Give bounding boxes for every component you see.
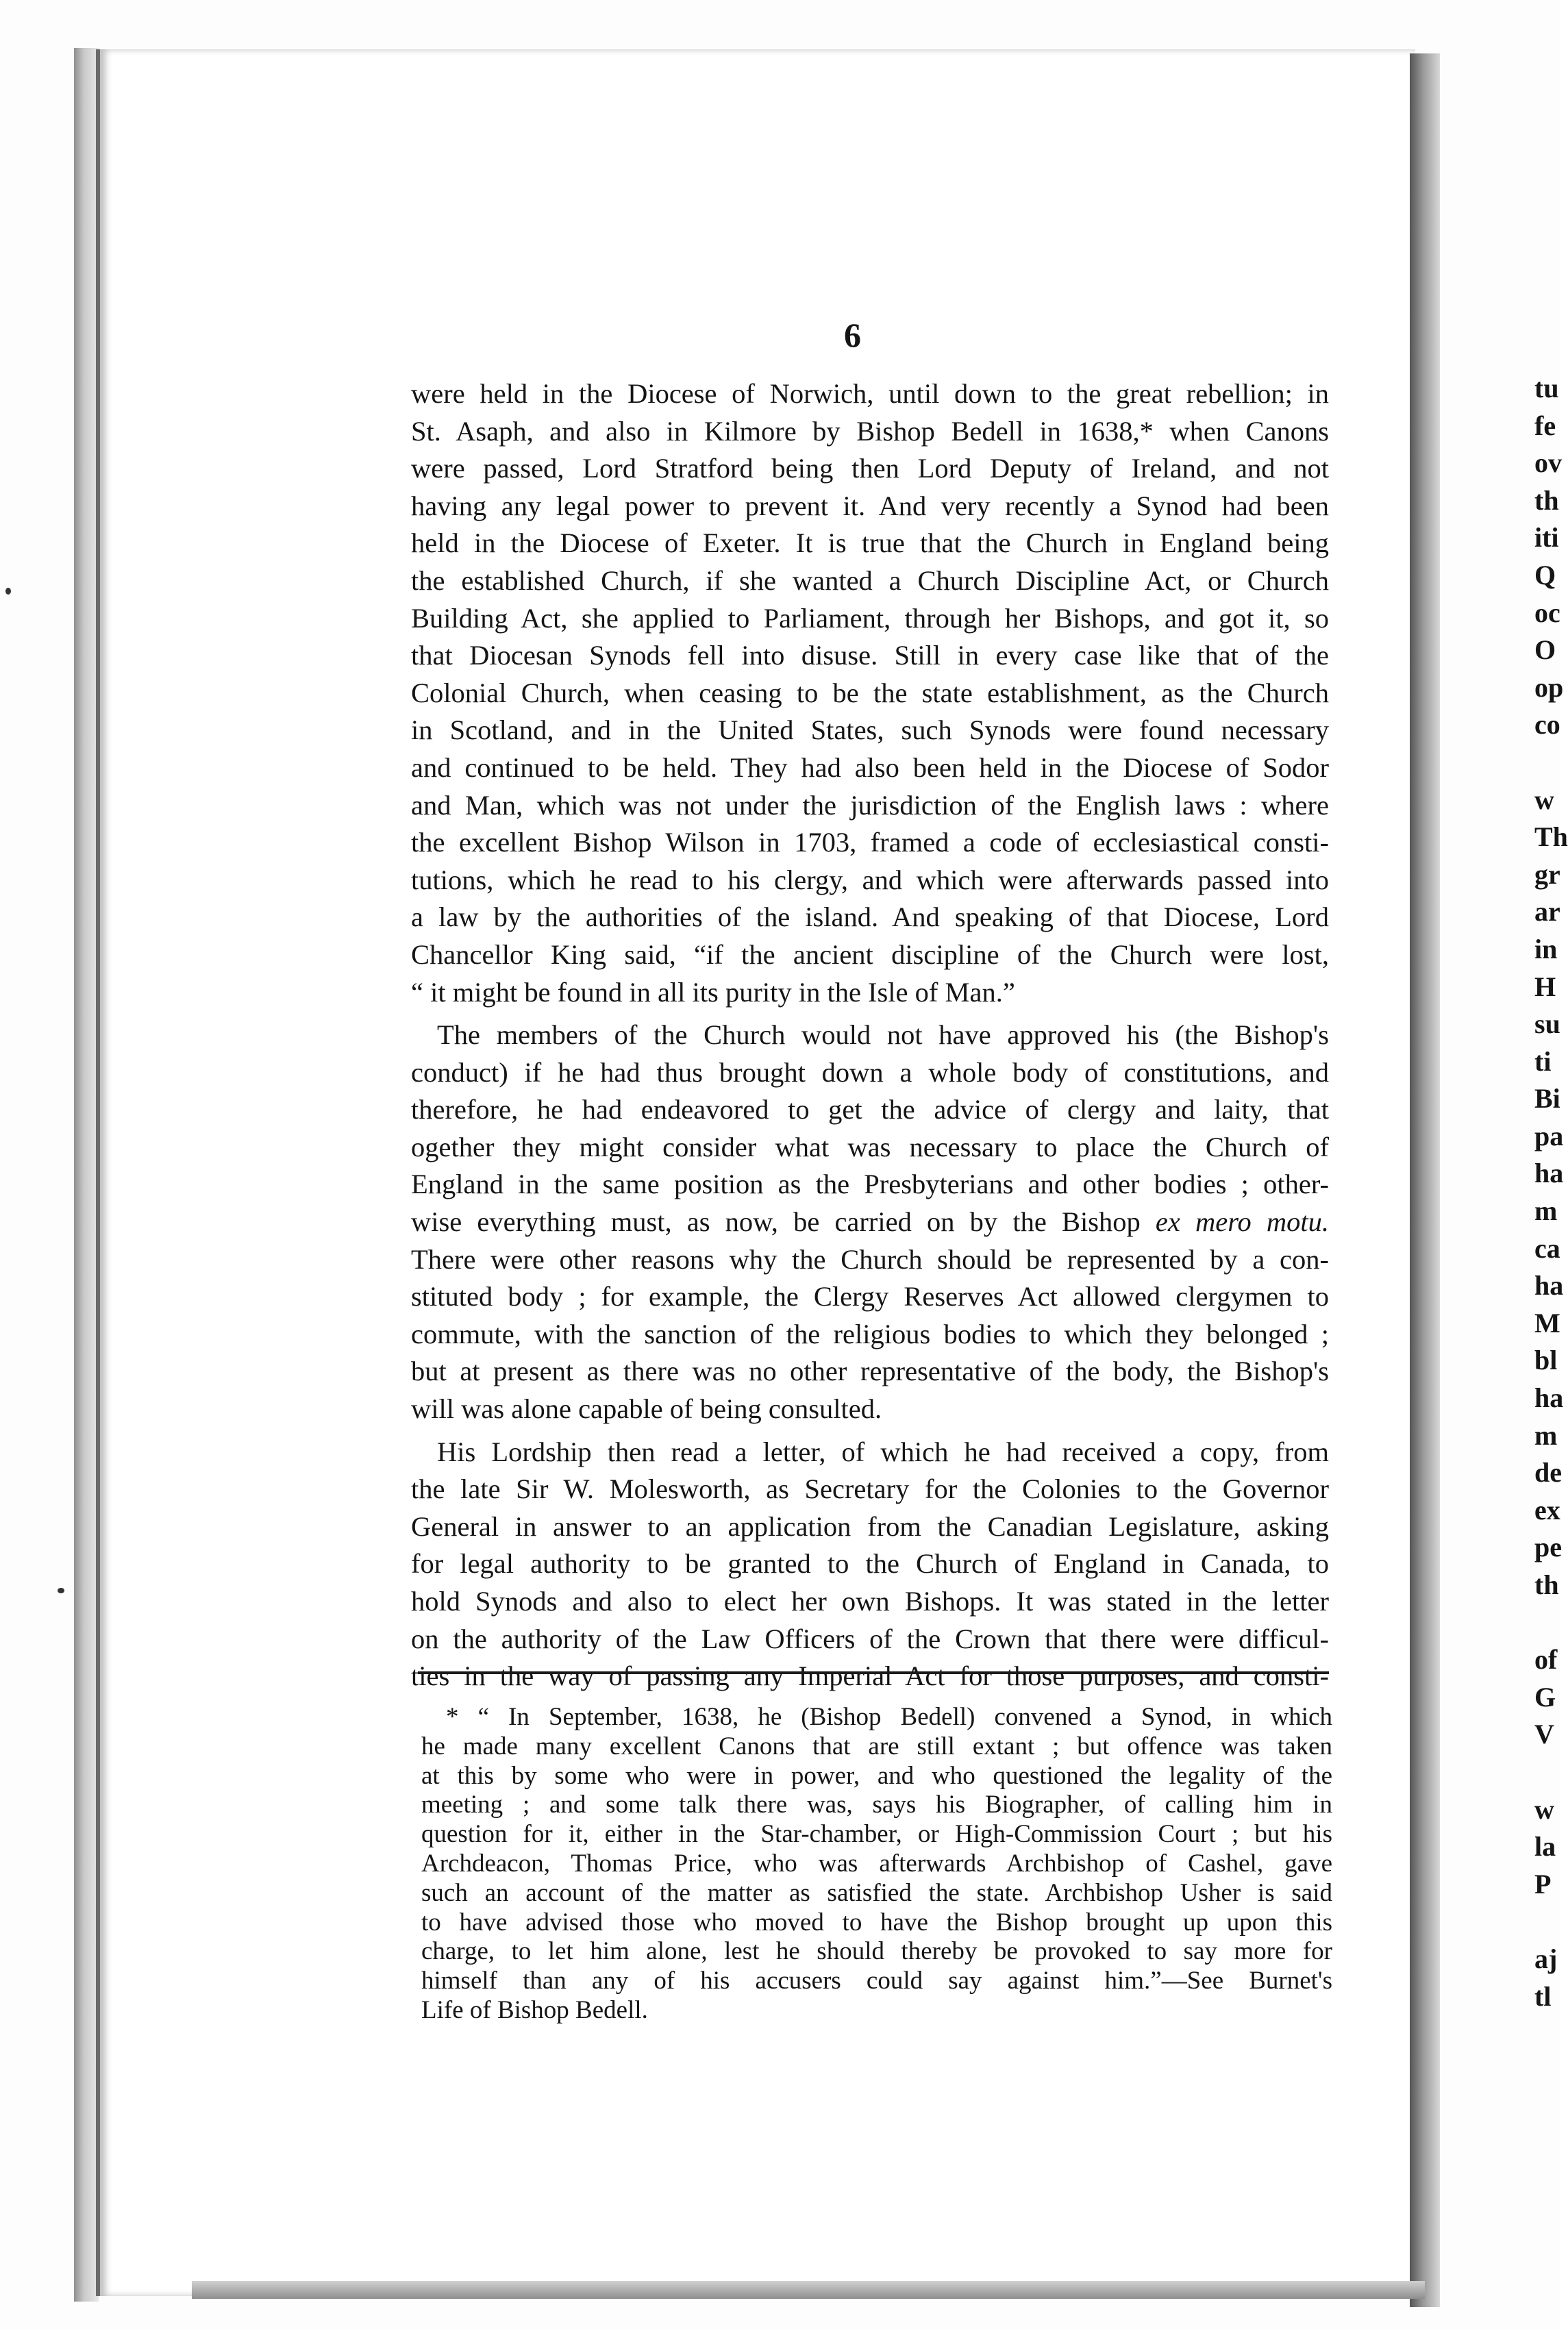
fragment-text: Bi xyxy=(1534,1083,1560,1114)
fragment-text: w xyxy=(1534,784,1554,815)
text-line: “ it might be found in all its purity in the Isle of Man.” xyxy=(411,976,1015,1008)
text-line: commute, with the sanction of the religious bodies to which they belonged ; xyxy=(411,1318,1329,1349)
page-bottom-edge xyxy=(192,2281,1425,2299)
text-line: on the authority of the Law Officers of the Crown that there were difficul- xyxy=(411,1623,1329,1654)
text-line: Building Act, she applied to Parliament, through her Bishops, and got it, so xyxy=(411,602,1329,634)
footnote-rule xyxy=(418,1671,1329,1674)
fragment-text: fe xyxy=(1534,410,1556,441)
fragment-text: M xyxy=(1534,1307,1560,1338)
fragment-text: ar xyxy=(1534,896,1560,927)
fragment-text: gr xyxy=(1534,858,1560,890)
fragment-text: ha xyxy=(1534,1270,1564,1302)
footnote-line: Archdeacon, Thomas Price, who was afterwards Archbishop of Cashel, gave xyxy=(421,1849,1332,1878)
text-line: the late Sir W. Molesworth, as Secretary for the Colonies to the Governor xyxy=(411,1473,1329,1505)
footnote-line: question for it, either in the Star-chamber, or High-Commission Court ; but his xyxy=(421,1820,1332,1849)
text-line: a law by the authorities of the island. And speaking of that Diocese, Lord xyxy=(411,901,1329,933)
fragment-text: of xyxy=(1534,1644,1558,1676)
footnote-line: charge, to let him alone, lest he should thereby be provoked to say more for xyxy=(421,1937,1332,1966)
text-line: having any legal power to prevent it. And very recently a Synod had been xyxy=(411,490,1329,521)
fragment-text: tl xyxy=(1534,1980,1552,2012)
fragment-text: aj xyxy=(1534,1943,1558,1974)
fragment-text xyxy=(1534,744,1560,782)
fragment-text: pa xyxy=(1534,1120,1564,1151)
fragment-text: de xyxy=(1534,1457,1562,1489)
page-number: 6 xyxy=(844,316,861,354)
fragment-text: P xyxy=(1534,1868,1552,1900)
fragment-text: Th xyxy=(1534,821,1568,853)
text-line: the established Church, if she wanted a Church Discipline Act, or Church xyxy=(411,564,1329,596)
fragment-text: oc xyxy=(1534,597,1560,628)
fragment-text: Q xyxy=(1534,559,1556,590)
body-text xyxy=(411,375,1329,1695)
fragment-text: in xyxy=(1534,933,1558,964)
fragment-text: op xyxy=(1534,671,1564,703)
text-line: The members of the Church would not have approved his (the Bishop's xyxy=(437,1019,1329,1051)
text-line: General in answer to an application from the Canadian Legislature, asking xyxy=(411,1510,1329,1542)
text-line: but at present as there was no other representative of the body, the Bishop's xyxy=(411,1356,1329,1387)
text-line: and continued to be held. They had also been held in the Diocese of Sodor xyxy=(411,751,1329,783)
text-line: His Lordship then read a letter, of which he had received a copy, from xyxy=(437,1436,1329,1467)
fragment-text: m xyxy=(1534,1195,1558,1227)
fragment-text: w xyxy=(1534,1793,1554,1825)
text-line: and Man, which was not under the jurisdiction of the English laws : where xyxy=(411,789,1329,821)
text-line: for legal authority to be granted to the Church of England in Canada, to xyxy=(411,1548,1329,1580)
page-edge-shadow xyxy=(1410,53,1440,2307)
text-line: ogether they might consider what was necessary to place the Church of xyxy=(411,1131,1329,1162)
text-line: stituted body ; for example, the Clergy Reserves Act allowed clergymen to xyxy=(411,1281,1329,1312)
fragment-text: th xyxy=(1534,1569,1559,1600)
fragment-text: tu xyxy=(1534,373,1559,403)
text-line: hold Synods and also to elect her own Bishops. It was stated in the letter xyxy=(411,1586,1329,1617)
text-line: therefore, he had endeavored to get the advice of clergy and laity, that xyxy=(411,1094,1329,1125)
text-line: held in the Diocese of Exeter. It is true that the Church in England being xyxy=(411,527,1329,559)
fragment-text: V xyxy=(1534,1719,1554,1750)
text-line: the excellent Bishop Wilson in 1703, framed a code of ecclesiastical consti- xyxy=(411,827,1329,858)
footnote-line: such an account of the matter as satisfied the state. Archbishop Usher is said xyxy=(421,1878,1332,1907)
text-line: England in the same position as the Presbyterians and other bodies ; other- xyxy=(411,1169,1329,1200)
footnote-line: he made many excellent Canons that are still extant ; but offence was taken xyxy=(421,1732,1332,1760)
fragment-text: ex xyxy=(1534,1494,1560,1525)
fragment-text: iti xyxy=(1534,522,1559,553)
text-line: will was alone capable of being consulted. xyxy=(411,1393,882,1425)
fragment-text: ha xyxy=(1534,1158,1564,1189)
fragment-text xyxy=(1534,1754,1560,1791)
text-line: ties in the way of passing any Imperial Act for those purposes, and consti- xyxy=(411,1660,1329,1692)
fragment-text: H xyxy=(1534,971,1556,1002)
text-line: St. Asaph, and also in Kilmore by Bishop Bedell in 1638,* when Canons xyxy=(411,415,1329,447)
fragment-text: ca xyxy=(1534,1232,1560,1264)
fragment-text: ti xyxy=(1534,1045,1552,1077)
fragment-text: su xyxy=(1534,1008,1560,1040)
binding-shadow xyxy=(74,48,99,2302)
text-line: Colonial Church, when ceasing to be the state establishment, as the Church xyxy=(411,677,1329,708)
scan-speck xyxy=(5,588,11,595)
fragment-text xyxy=(1534,1604,1560,1642)
text-line: were passed, Lord Stratford being then Lord Deputy of Ireland, and not xyxy=(411,453,1329,484)
fragment-text: ha xyxy=(1534,1382,1564,1414)
fragment-text xyxy=(1534,1903,1560,1941)
fragment-text: la xyxy=(1534,1831,1556,1863)
scan-speck xyxy=(58,1588,64,1593)
fragment-text: G xyxy=(1534,1681,1556,1713)
fragment-text: co xyxy=(1534,709,1560,740)
text-line: There were other reasons why the Church should be represented by a con- xyxy=(411,1243,1329,1275)
footnote-line: himself than any of his accusers could say against him.”—See Burnet's xyxy=(421,1967,1332,1995)
text-line: tutions, which he read to his clergy, and which were afterwards passed into xyxy=(411,864,1329,895)
fragment-text: m xyxy=(1534,1419,1558,1451)
fragment-text: pe xyxy=(1534,1532,1562,1563)
fragment-text: bl xyxy=(1534,1345,1558,1376)
text-line: wise everything must, as now, be carried on by the Bishop ex mero motu. xyxy=(411,1206,1330,1238)
fragment-text: ov xyxy=(1534,447,1562,479)
footnote-line: to have advised those who moved to have the Bishop brought up upon this xyxy=(421,1908,1332,1936)
fragment-text: O xyxy=(1534,634,1556,666)
text-line: conduct) if he had thus brought down a whole body of constitutions, and xyxy=(411,1056,1329,1088)
footnote-line: * “ In September, 1638, he (Bishop Bedell) convened a Synod, in which xyxy=(446,1703,1332,1731)
adjacent-page-fragments xyxy=(1534,370,1568,2015)
text-line: in Scotland, and in the United States, such Synods were found necessary xyxy=(411,714,1329,746)
footnote-line: meeting ; and some talk there was, says his Biographer, of calling him in xyxy=(421,1791,1332,1819)
text-line: that Diocesan Synods fell into disuse. Still in every case like that of the xyxy=(411,640,1329,671)
latin-phrase: ex mero motu. xyxy=(1155,1206,1330,1238)
text-line: were held in the Diocese of Norwich, until down to the great rebellion; in xyxy=(411,378,1329,409)
fragment-text: th xyxy=(1534,484,1559,516)
footnote-line: at this by some who were in power, and who questioned the legality of the xyxy=(421,1761,1332,1790)
text-line: Chancellor King said, “if the ancient discipline of the Church were lost, xyxy=(411,938,1329,970)
footnote-line: Life of Bishop Bedell. xyxy=(421,1995,648,2024)
footnote xyxy=(421,1703,1332,2026)
